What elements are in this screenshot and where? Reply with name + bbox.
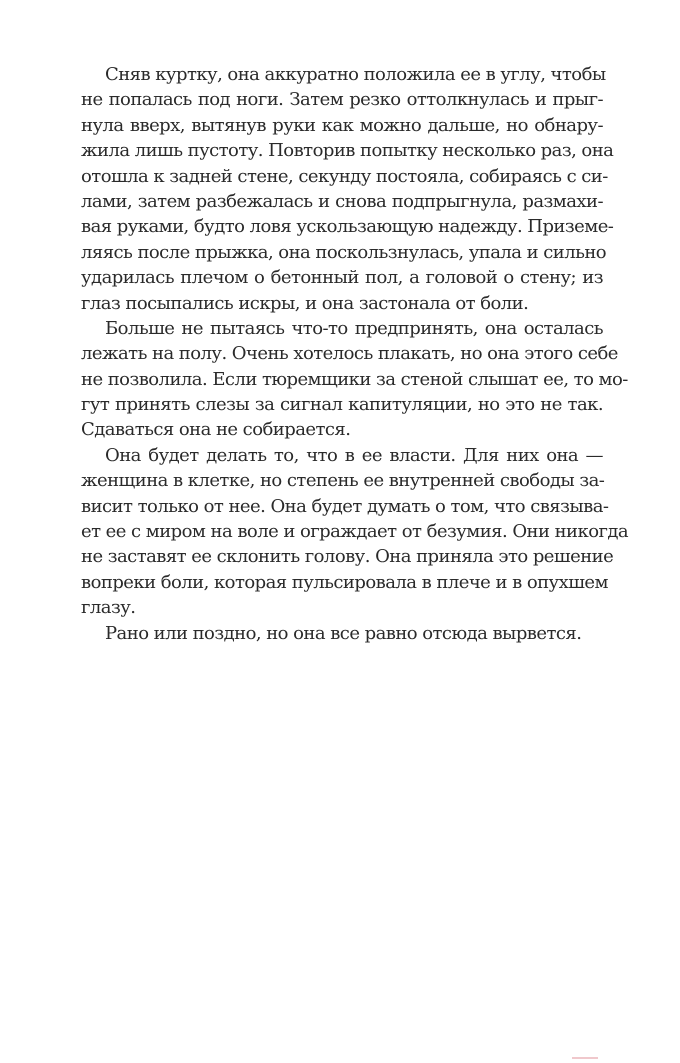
paragraph-3-line-7: глазу. (81, 597, 136, 619)
paragraph-1-line-3: нула вверх, вытянув руки как можно дальше, но обнару- (81, 114, 603, 136)
paragraph-1-line-5: отошла к задней стене, секунду постояла, собираясь с си- (81, 165, 608, 187)
paragraph-3-line-1: Она будет делать то, что в ее власти. Для них она — (105, 444, 603, 466)
page-body-text (81, 62, 629, 646)
paragraph-3-line-6: вопреки боли, которая пульсировала в плече и в опухшем (81, 571, 608, 593)
paragraph-3-line-4: ет ее с миром на воле и ограждает от безумия. Они никогда (81, 521, 629, 543)
paragraph-1-line-6: лами, затем разбежалась и снова подпрыгнула, размахи- (81, 190, 603, 212)
paragraph-1-line-9: ударилась плечом о бетонный пол, а головой о стену; из (81, 267, 603, 289)
paragraph-3-line-3: висит только от нее. Она будет думать о том, что связыва- (81, 495, 609, 517)
paragraph-1-line-7: вая руками, будто ловя ускользающую надежду. Приземе- (81, 216, 614, 238)
paragraph-3-line-2: женщина в клетке, но степень ее внутренней свободы за- (81, 470, 605, 492)
paragraph-4-line-1: Рано или поздно, но она все равно отсюда вырвется. (105, 622, 582, 644)
paragraph-2-line-5: Сдаваться она не собирается. (81, 419, 351, 441)
paragraph-2-line-2: лежать на полу. Очень хотелось плакать, но она этого себе (81, 343, 618, 365)
paragraph-1-line-8: ляясь после прыжка, она поскользнулась, упала и сильно (81, 241, 607, 263)
paragraph-3-line-5: не заставят ее склонить голову. Она приняла это решение (81, 546, 614, 568)
paragraph-2-line-4: гут принять слезы за сигнал капитуляции, но это не так. (81, 394, 603, 416)
paragraph-2-line-3: не позволила. Если тюремщики за стеной слышат ее, то мо- (81, 368, 628, 390)
paragraph-1-line-4: жила лишь пустоту. Повторив попытку несколько раз, она (81, 140, 614, 162)
paragraph-1-line-10: глаз посыпались искры, и она застонала от боли. (81, 292, 529, 314)
paragraph-1-line-2: не попалась под ноги. Затем резко оттолкнулась и прыг- (81, 89, 603, 111)
paragraph-2-line-1: Больше не пытаясь что-то предпринять, она осталась (105, 317, 603, 339)
page-edge-mark (572, 1057, 598, 1059)
paragraph-1-line-1: Сняв куртку, она аккуратно положила ее в углу, чтобы (105, 64, 606, 85)
